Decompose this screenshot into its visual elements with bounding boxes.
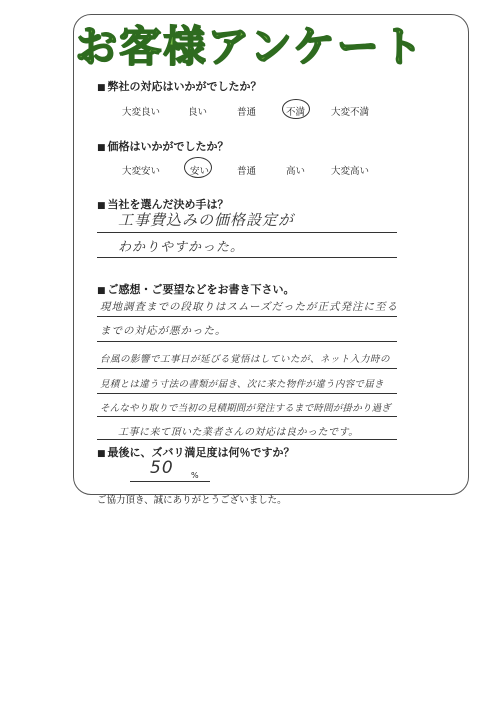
q2-option-expensive[interactable]: 高い bbox=[286, 166, 306, 177]
answer-rule bbox=[97, 416, 397, 417]
answer-rule bbox=[97, 232, 397, 233]
q4-answer-line-1: 現地調査までの段取りはスムーズだったが正式発注に至る bbox=[100, 301, 398, 313]
q1-option-very-good[interactable]: 大変良い bbox=[122, 107, 161, 118]
question-satisfaction-label: 最後に、ズバリ満足度は何％ですか？ bbox=[107, 446, 295, 459]
answer-rule bbox=[97, 439, 397, 440]
question-service bbox=[97, 78, 262, 94]
q4-answer-line-6: 工事に来て頂いた業者さんの対応は良かったです。 bbox=[118, 427, 359, 438]
q2-selected-circle bbox=[184, 157, 212, 178]
q4-answer-line-5: そんなやり取りで当初の見積期間が発注するまで時間が掛かり過ぎ bbox=[100, 403, 392, 414]
bullet-square-icon: ■ bbox=[97, 201, 106, 211]
question-comments-label: ご感想・ご要望などをお書き下さい。 bbox=[107, 283, 295, 296]
q2-option-very-expensive[interactable]: 大変高い bbox=[331, 166, 370, 177]
q2-option-very-cheap[interactable]: 大変安い bbox=[122, 166, 161, 177]
question-satisfaction bbox=[97, 444, 295, 460]
question-comments bbox=[97, 281, 295, 297]
thanks-footer: ご協力頂き、誠にありがとうございました。 bbox=[97, 495, 287, 506]
bullet-square-icon: ■ bbox=[97, 83, 106, 93]
q1-option-good[interactable]: 良い bbox=[188, 107, 208, 118]
q2-option-normal[interactable]: 普通 bbox=[237, 166, 257, 177]
q1-option-dissatisfied[interactable]: 不満 bbox=[286, 107, 306, 118]
q4-answer-line-3: 台風の影響で工事日が延びる覚悟はしていたが、ネット入力時の bbox=[100, 354, 391, 365]
answer-rule bbox=[97, 257, 397, 258]
answer-rule bbox=[97, 368, 397, 369]
q1-selected-circle bbox=[282, 99, 310, 119]
answer-rule bbox=[97, 316, 397, 317]
question-service-label: 弊社の対応はいかがでしたか？ bbox=[107, 80, 262, 93]
question-reason-label: 当社を選んだ決め手は？ bbox=[107, 198, 229, 211]
answer-rule bbox=[97, 341, 397, 342]
survey-title: お客様アンケート bbox=[75, 22, 425, 71]
question-price bbox=[97, 138, 229, 154]
q4-answer-line-2: までの対応が悪かった。 bbox=[100, 325, 227, 337]
q3-answer-line-1: 工事費込みの価格設定が bbox=[118, 211, 295, 229]
q3-answer-line-2: わかりやすかった。 bbox=[118, 240, 245, 255]
bullet-square-icon: ■ bbox=[97, 286, 106, 296]
satisfaction-value: 50 bbox=[150, 458, 174, 478]
answer-rule bbox=[97, 393, 397, 394]
satisfaction-rule bbox=[130, 481, 210, 482]
q2-option-cheap[interactable]: 安い bbox=[190, 166, 210, 177]
question-price-label: 価格はいかがでしたか？ bbox=[107, 140, 229, 153]
bullet-square-icon: ■ bbox=[97, 449, 106, 459]
satisfaction-unit: % bbox=[191, 471, 199, 480]
q1-option-very-dissatisfied[interactable]: 大変不満 bbox=[331, 107, 370, 118]
q1-option-normal[interactable]: 普通 bbox=[237, 107, 257, 118]
q4-answer-line-4: 見積とは違う寸法の書類が届き、次に来た物件が違う内容で届き bbox=[100, 379, 384, 390]
bullet-square-icon: ■ bbox=[97, 143, 106, 153]
